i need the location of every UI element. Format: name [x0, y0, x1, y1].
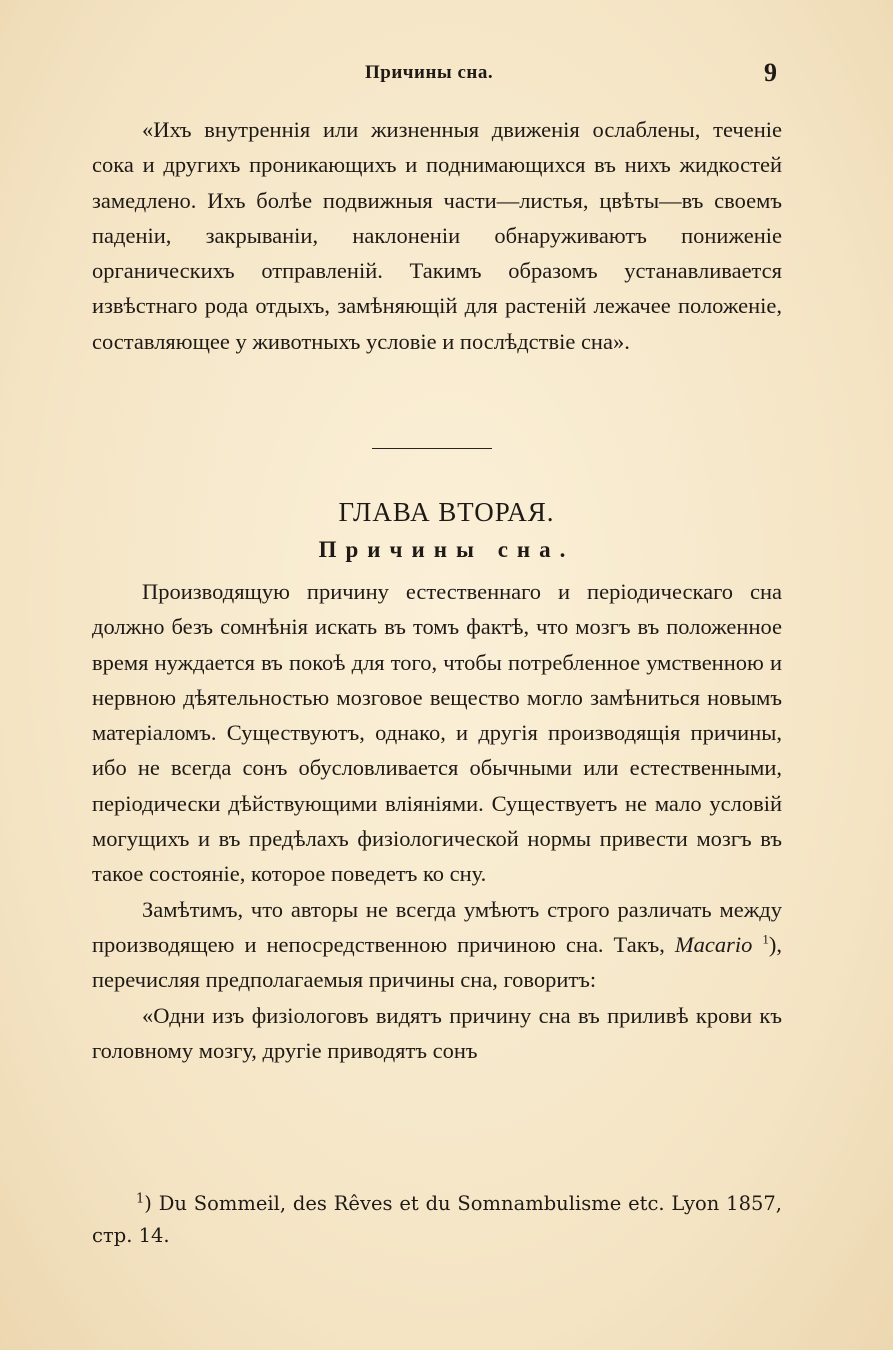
section-divider [372, 448, 492, 449]
footnote-text: ) Du Sommeil, des Rêves et du Somnambulisme etc. Lyon 1857, стр. 14. [92, 1192, 782, 1247]
page-number: 9 [764, 58, 777, 87]
chapter-body [92, 574, 782, 1068]
running-head-title: Причины сна. [365, 62, 494, 83]
paragraph-3: «Одни изъ физіологовъ видятъ причину сна въ приливѣ крови къ головному мозгу, другіе приводятъ сонъ [92, 1002, 782, 1063]
paragraph-2 [92, 892, 782, 998]
chapter-title: ГЛАВА ВТОРАЯ. [338, 497, 555, 527]
footnote-marker: 1 [136, 1191, 145, 1207]
footnote-line [92, 1188, 782, 1252]
paragraph-2-before: Замѣтимъ, что авторы не всегда умѣютъ строго различать между производящею и непосредственною причиною сна. Такъ, [92, 896, 782, 957]
author-name: Macario [674, 931, 753, 957]
footnote-reference[interactable]: 1 [762, 931, 769, 947]
paragraph-1: Производящую причину естественнаго и періодическаго сна должно безъ сомнѣнія искать въ томъ фактѣ, что мозгъ въ положенное время нуждается въ покоѣ для того, чтобы потребленное умственною и нервною дѣятельностью мозговое вещество могло замѣниться новымъ матеріаломъ. Существуютъ, однако, и другія производящія причины, ибо не всегда сонъ обусловливается обычными или естественными, періодически дѣйствующими вліяніями. Существуетъ не мало условій могущихъ и въ предѣлахъ физіологической нормы привести мозгъ въ такое состояніе, которое поведетъ ко сну. [92, 579, 782, 887]
paragraph-2-after: ), перечисляя предполагаемыя причины сна, говоритъ: [92, 931, 782, 993]
running-head [0, 58, 893, 98]
chapter-subtitle: Причины сна. [318, 537, 575, 562]
footnote [92, 1188, 782, 1252]
quote-paragraph: «Ихъ внутреннія или жизненныя движенія ослаблены, теченіе сока и другихъ проникающихъ и поднимающихся въ нихъ жидкостей замедлено. Ихъ болѣе подвижныя части—листья, цвѣты—въ своемъ паденіи, закрываніи, наклоненіи обнаруживаютъ пониженіе органическихъ отправленій. Такимъ образомъ устанавливается извѣстнаго рода отдыхъ, замѣняющій для растеній лежачее положеніе, составляющее у животныхъ условіе и послѣдствіе сна». [92, 117, 782, 354]
quote-block [92, 112, 782, 359]
